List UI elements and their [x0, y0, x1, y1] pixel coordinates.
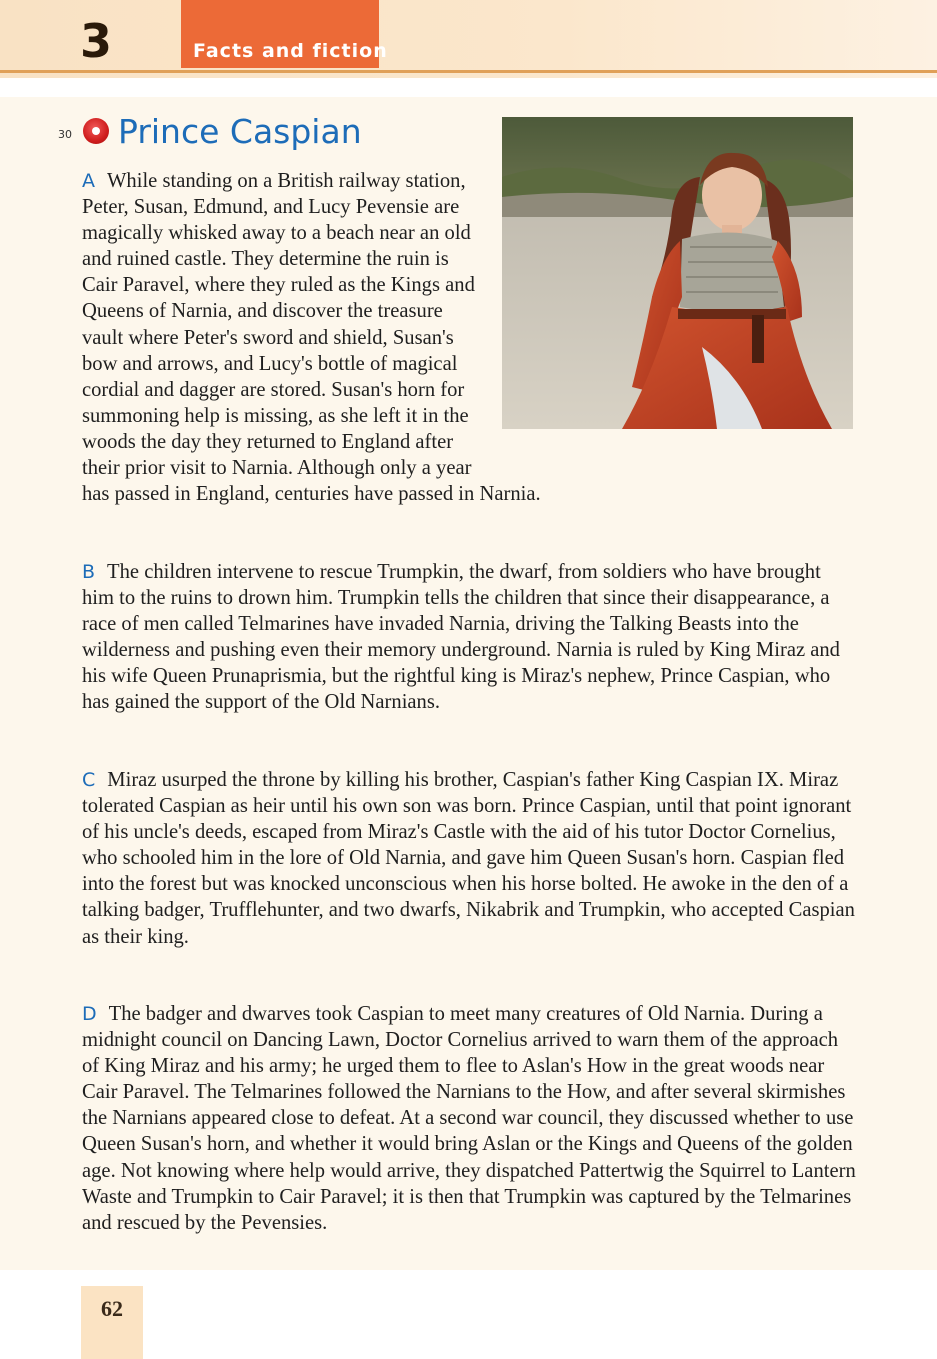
unit-header [0, 0, 937, 78]
audio-track-number: 30 [58, 128, 72, 141]
page-number: 62 [101, 1296, 123, 1321]
cd-audio-icon[interactable] [83, 118, 109, 144]
paragraph-letter: D [82, 1003, 97, 1025]
paragraph-a [82, 168, 857, 507]
paragraph-c [82, 767, 857, 950]
paragraph-letter: B [82, 561, 96, 583]
paragraph-d [82, 1001, 857, 1236]
unit-number: 3 [80, 14, 113, 68]
paragraph-text: The badger and dwarves took Caspian to meet many creatures of Old Narnia. During a midnight council on Dancing Lawn, Doctor Cornelius arrived to warn them of the approach of King Miraz and his army; he urged them to flee to Aslan's How in the great woods near Cair Paravel. The Telmarines followed the Narnians to the How, and after several skirmishes the Narnians appeared close to defeat. At a second war council, they discussed whether to use Queen Susan's horn, and whether it would bring Aslan or the Kings and Queens of the golden age. Not knowing where help would arrive, they dispatched Pattertwig the Squirrel to Lantern Waste and Trumpkin to Cair Paravel; it is then that Trumpkin was captured by the Telmarines and rescued by the Pevensies. [82, 1003, 856, 1234]
article-title: Prince Caspian [118, 112, 362, 151]
paragraph-b [82, 559, 857, 716]
photo-wrap-space [477, 168, 857, 480]
unit-title: Facts and fiction [193, 40, 388, 62]
paragraph-text: The children intervene to rescue Trumpkin, the dwarf, from soldiers who have brought him to the ruins to drown him. Trumpkin tells the children that since their disappearance, a race of men called Telmarines have invaded Narnia, driving the Talking Beasts into the wilderness and pushing even their memory underground. Narnia is ruled by King Miraz and his wife Queen Prunaprismia, but the rightful king is Miraz's nephew, Prince Caspian, who has gained the support of the Old Narnians. [82, 561, 840, 714]
paragraph-letter: A [82, 170, 95, 192]
paragraph-text: While standing on a British railway station, Peter, Susan, Edmund, and Lucy Pevensie are magically whisked away to a beach near an old and ruined castle. They determine the ruin is Cair Paravel, where they ruled as the Kings and Queens of Narnia, and discover the treasure vault where Peter's sword and shield, Susan's bow and arrows, and Lucy's bottle of magical cordial and dagger are stored. Susan's horn for summoning help is missing, as she left it in the woods the day they returned to England after their prior visit to Narnia. Although only a year has passed in England, centuries have passed in Narnia. [82, 170, 541, 506]
paragraph-text: Miraz usurped the throne by killing his brother, Caspian's father King Caspian IX. Miraz tolerated Caspian as heir until his own son was born. Prince Caspian, until that point ignorant of his uncle's deeds, escaped from Miraz's Castle with the aid of his tutor Doctor Cornelius, who schooled him in the lore of Old Narnia, and gave him Queen Susan's horn. Caspian fled into the forest but was knocked unconscious when his horse bolted. He awoke in the den of a talking badger, Trufflehunter, and two dwarfs, Nikabrik and Trumpkin, who accepted Caspian as their king. [82, 769, 855, 948]
header-rule [0, 70, 937, 73]
paragraph-letter: C [82, 769, 96, 791]
page-number-box [81, 1286, 143, 1359]
